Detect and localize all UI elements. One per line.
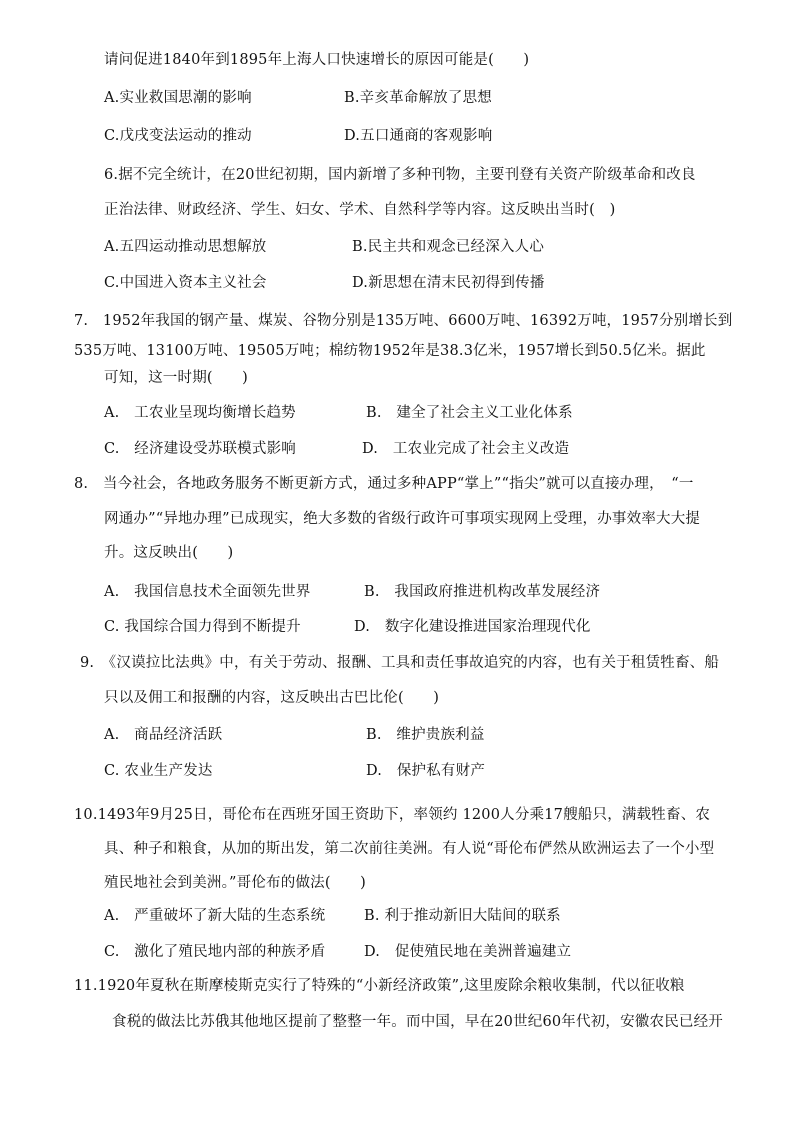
q10-stem-line3: 殖民地社会到美洲。”哥伦布的做法( ) <box>104 875 366 891</box>
q10-option-a: A. 严重破坏了新大陆的生态系统 <box>104 908 326 924</box>
q7-stem-line1: 7. 1952年我国的钢产量、煤炭、谷物分别是135万吨、6600万吨、16392万吨，1957分别增长到 <box>74 313 733 329</box>
q9-option-c: C. 农业生产发达 <box>104 763 213 779</box>
q5-option-a: A.实业救国思潮的影响 <box>104 90 252 106</box>
q10-stem-line1: 10.1493年9月25日，哥伦布在西班牙国王资助下，率领约 1200人分乘17艘船只，满载牲畜、农 <box>74 807 711 823</box>
q6-option-a: A.五四运动推动思想解放 <box>104 239 267 255</box>
q6-stem-line2: 正治法律、财政经济、学生、妇女、学术、自然科学等内容。这反映出当时( ) <box>104 202 616 218</box>
q7-stem-line2: 535万吨、13100万吨、19505万吨；棉纺物1952年是38.3亿米，1957增长到50.5亿米。据此 <box>74 343 706 359</box>
q5-stem: 请问促进1840年到1895年上海人口快速增长的原因可能是( ) <box>104 52 530 68</box>
q11-stem-line1: 11.1920年夏秋在斯摩棱斯克实行了特殊的“小新经济政策”,这里废除余粮收集制，代以征收粮 <box>74 978 685 994</box>
q10-option-b: B. 利于推动新旧大陆间的联系 <box>364 908 561 924</box>
q7-option-b: B. 建全了社会主义工业化体系 <box>366 405 573 421</box>
q8-stem-line3: 升。这反映出( ) <box>104 545 234 561</box>
q8-option-a: A. 我国信息技术全面领先世界 <box>104 584 311 600</box>
q6-option-c: C.中国进入资本主义社会 <box>104 275 267 291</box>
q9-option-d: D. 保护私有财产 <box>366 763 486 779</box>
q9-stem-line1: 9. 《汉谟拉比法典》中，有关于劳动、报酬、工具和责任事故追究的内容，也有关于租赁牲畜、船 <box>80 655 720 671</box>
q8-stem-line2: 网通办”“异地办理”已成现实，绝大多数的省级行政许可事项实现网上受理，办事效率大大提 <box>104 511 701 527</box>
q6-option-d: D.新思想在清末民初得到传播 <box>352 275 545 291</box>
q9-option-a: A. 商品经济活跃 <box>104 727 223 743</box>
q5-option-c: C.戊戌变法运动的推动 <box>104 128 252 144</box>
q8-option-c: C. 我国综合国力得到不断提升 <box>104 619 301 635</box>
q6-stem-line1: 6.据不完全统计，在20世纪初期，国内新增了多种刊物，主要刊登有关资产阶级革命和改良 <box>104 167 696 183</box>
q5-option-d: D.五口通商的客观影响 <box>344 128 493 144</box>
q6-option-b: B.民主共和观念已经深入人心 <box>352 239 545 255</box>
q8-option-b: B. 我国政府推进机构改革发展经济 <box>364 584 601 600</box>
q7-option-d: D. 工农业完成了社会主义改造 <box>362 441 570 457</box>
q7-option-c: C. 经济建设受苏联模式影响 <box>104 441 296 457</box>
q5-option-b: B.辛亥革命解放了思想 <box>344 90 492 106</box>
q8-option-d: D. 数字化建设推进国家治理现代化 <box>354 619 591 635</box>
q10-option-d: D. 促使殖民地在美洲普遍建立 <box>364 944 572 960</box>
q10-option-c: C. 激化了殖民地内部的种族矛盾 <box>104 944 326 960</box>
q9-option-b: B. 维护贵族利益 <box>366 727 485 743</box>
q10-stem-line2: 具、种子和粮食，从加的斯出发，第二次前往美洲。有人说“哥伦布俨然从欧洲运去了一个小型 <box>104 841 715 857</box>
q9-stem-line2: 只以及佣工和报酬的内容，这反映出古巴比伦( ) <box>104 690 440 706</box>
q7-stem-line3: 可知，这一时期( ) <box>104 370 249 386</box>
q8-stem-line1: 8. 当今社会，各地政务服务不断更新方式，通过多种APP“掌上”“指尖”就可以直接办理， “一 <box>74 476 694 492</box>
q7-option-a: A. 工农业呈现均衡增长趋势 <box>104 405 296 421</box>
q11-stem-line2: 食税的做法比苏俄其他地区提前了整整一年。而中国，早在20世纪60年代初，安徽农民已经开 <box>112 1014 723 1030</box>
